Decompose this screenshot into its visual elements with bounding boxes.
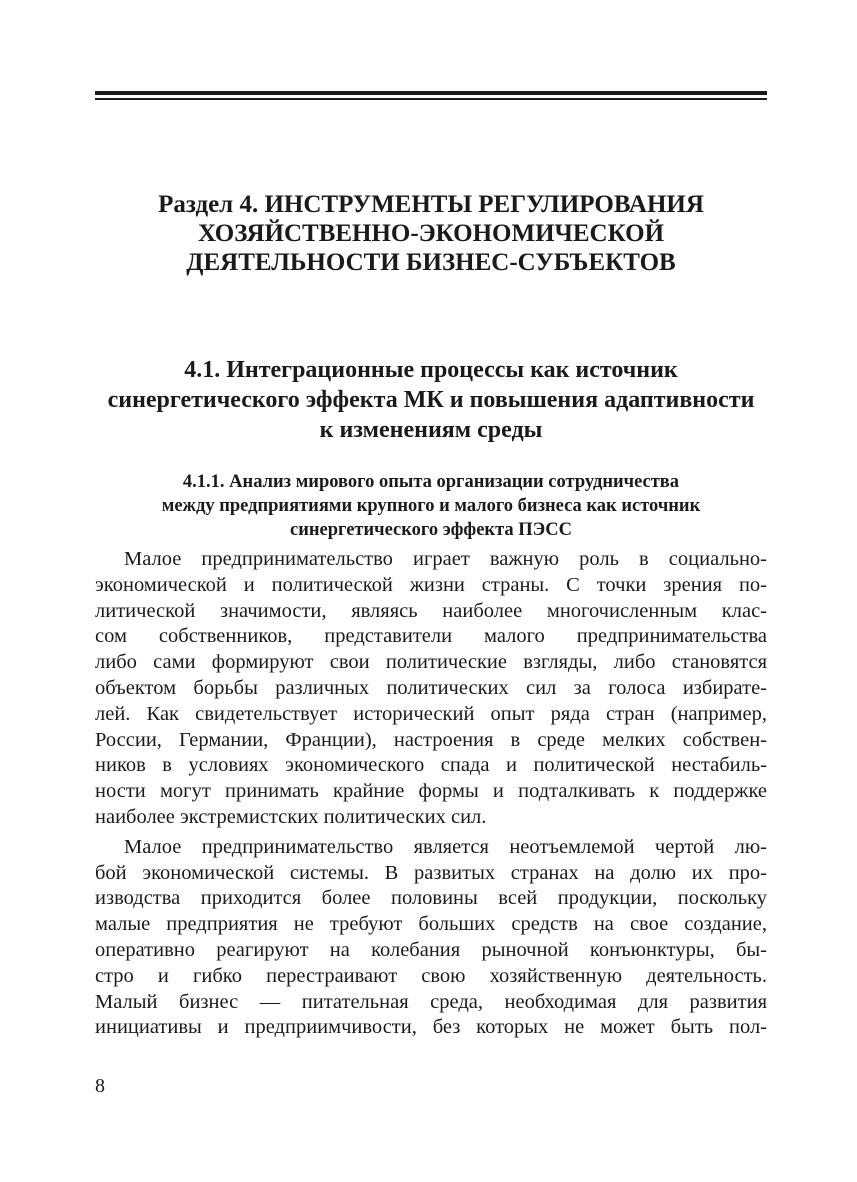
section-title-line: Раздел 4. ИНСТРУМЕНТЫ РЕГУЛИРОВАНИЯ: [158, 191, 704, 218]
section-title-line: ДЕЯТЕЛЬНОСТИ БИЗНЕС-СУБЪЕКТОВ: [186, 249, 676, 276]
text-line: оперативно реагируют на колебания рыночной конъюнктуры, бы-: [95, 938, 767, 961]
page-number: 8: [95, 1075, 105, 1097]
section-title: [95, 190, 767, 277]
header-rule-thin: [95, 98, 767, 100]
text-line: экономической и политической жизни страны. С точки зрения по-: [95, 573, 767, 596]
text-line: либо сами формируют свои политические взгляды, либо становятся: [95, 651, 767, 674]
text-line: ников в условиях экономического спада и политической нестабиль-: [95, 754, 767, 777]
subsection-title: [95, 355, 767, 445]
text-line: объектом борьбы различных политических сил за голоса избирате-: [95, 676, 767, 699]
text-line: сом собственников, представители малого предпринимательства: [95, 625, 767, 648]
text-line: изводства приходится более половины всей продукции, поскольку: [95, 887, 767, 910]
text-line: инициативы и предприимчивости, без которых не может быть пол-: [95, 1016, 767, 1039]
body-text: [95, 547, 767, 1041]
text-line: наиболее экстремистских политических сил.: [95, 805, 487, 828]
text-line: литической значимости, являясь наиболее многочисленным клас-: [95, 599, 767, 622]
subsection-title-line: синергетического эффекта МК и повышения адаптивности: [107, 387, 755, 413]
text-line: бой экономической системы. В развитых странах на долю их про-: [95, 861, 767, 884]
text-line: Малое предпринимательство является неотъемлемой чертой лю-: [124, 835, 767, 858]
subsection-title-line: к изменениям среды: [319, 417, 543, 443]
text-line: Малое предпринимательство играет важную роль в социально-: [124, 548, 767, 570]
header-rule-thick: [95, 91, 767, 95]
section-title-line: ХОЗЯЙСТВЕННО-ЭКОНОМИЧЕСКОЙ: [197, 220, 665, 247]
text-line: Малый бизнес — питательная среда, необходимая для развития: [95, 990, 767, 1013]
subsubsection-title-line: 4.1.1. Анализ мирового опыта организации сотрудничества: [182, 472, 680, 492]
subsubsection-title-line: между предприятиями крупного и малого бизнеса как источник: [161, 496, 701, 516]
text-line: малые предприятия не требуют больших средств на свое создание,: [95, 913, 767, 936]
text-line: лей. Как свидетельствует исторический опыт ряда стран (например,: [95, 702, 767, 725]
paragraph: [95, 835, 767, 1041]
text-line: стро и гибко перестраивают свою хозяйственную деятельность.: [95, 964, 767, 987]
subsubsection-title-line: синергетического эффекта ПЭСС: [290, 520, 572, 540]
subsection-title-line: 4.1. Интеграционные процессы как источник: [184, 357, 678, 383]
paragraph: [95, 547, 767, 831]
subsubsection-title: [95, 470, 767, 542]
text-line: ности могут принимать крайние формы и подталкивать к поддержке: [95, 780, 767, 803]
text-line: России, Германии, Франции), настроения в среде мелких собствен-: [95, 728, 767, 751]
